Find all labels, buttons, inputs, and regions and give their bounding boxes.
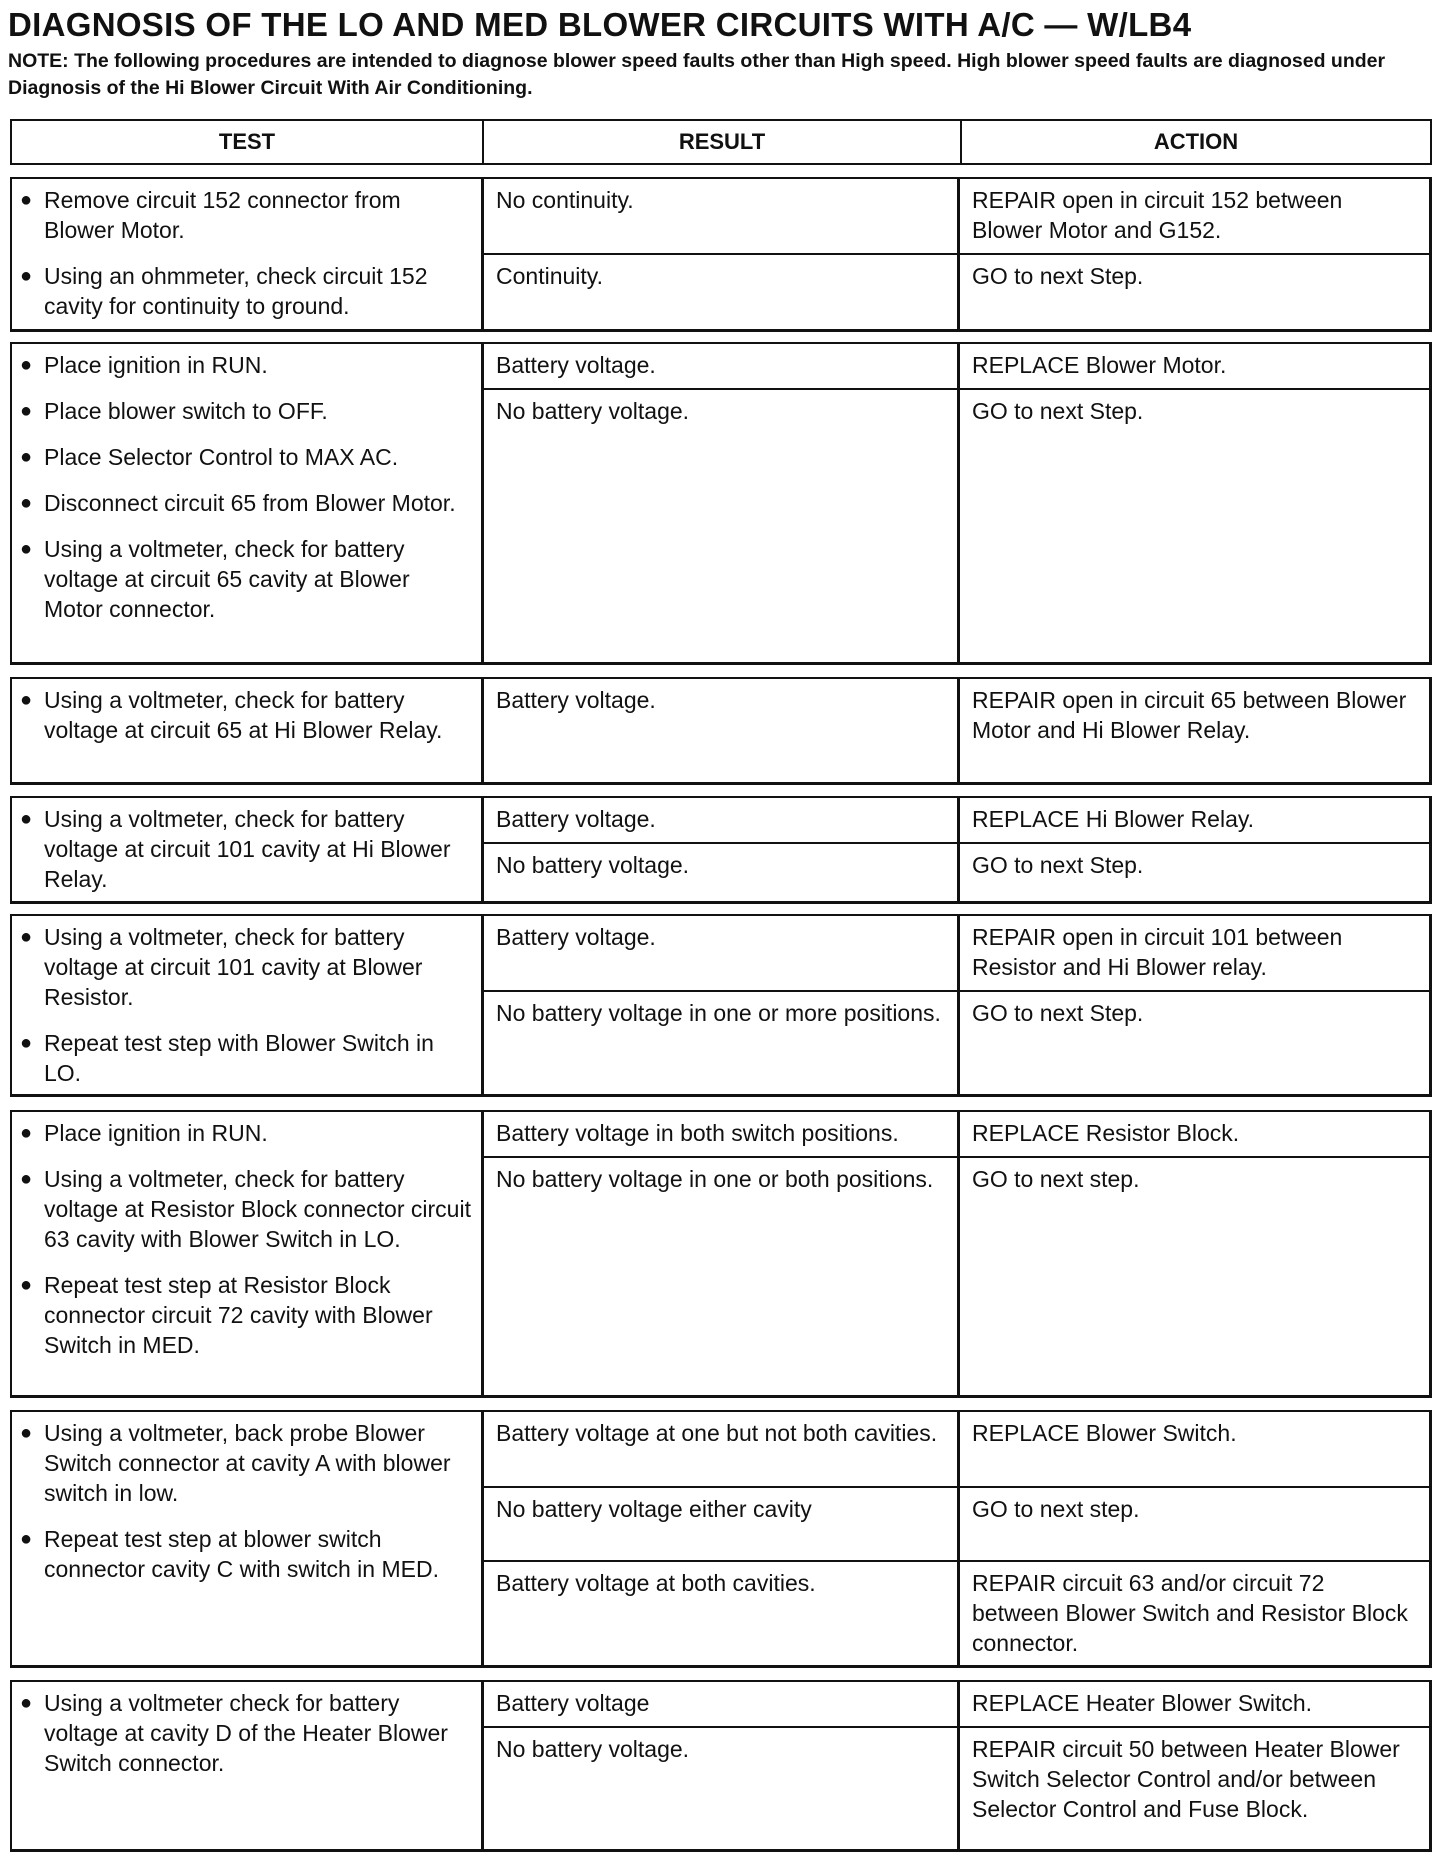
test-text: Using an ohmmeter, check circuit 152 cavity for continuity to ground. [44,263,428,319]
test-text: Using a voltmeter, check for battery voltage at circuit 65 at Hi Blower Relay. [44,687,443,743]
result-cell: No battery voltage in one or both positions. [484,1158,960,1395]
test-bullet [20,1418,473,1508]
diagnosis-step [10,342,1432,665]
test-cell [12,679,484,782]
result-cell: Battery voltage. [484,344,960,388]
result-row [484,1726,1429,1849]
result-row [484,916,1429,990]
result-row [484,990,1429,1094]
test-bullet [20,1164,473,1254]
result-row [484,842,1429,901]
action-cell: GO to next Step. [972,1000,1144,1026]
test-text: Repeat test step at Resistor Block connector circuit 72 cavity with Blower Switch in MED. [44,1272,433,1358]
result-row [484,344,1429,388]
result-cell: No battery voltage. [484,844,960,901]
result-cell: Battery voltage. [484,916,960,990]
test-bullet [20,804,473,894]
bullet-icon: ● [20,492,33,514]
diagnosis-step [10,677,1432,785]
test-text: Disconnect circuit 65 from Blower Motor. [44,490,456,516]
result-row [484,388,1429,662]
test-cell [12,179,484,329]
bullet-icon: ● [20,1528,33,1550]
diagnosis-step [10,1110,1432,1398]
result-cell: Battery voltage in both switch positions. [484,1112,960,1156]
result-cell: Battery voltage at both cavities. [484,1562,960,1665]
diagnosis-step [10,1680,1432,1852]
diagnosis-step [10,914,1432,1097]
test-bullet [20,685,473,745]
result-cell: Battery voltage. [484,679,960,782]
test-bullet [20,488,473,518]
diagnosis-step [10,1410,1432,1668]
test-bullet [20,261,473,321]
test-cell [12,1682,484,1849]
test-text: Using a voltmeter, back probe Blower Switch connector at cavity A with blower switch in low. [44,1420,451,1506]
bullet-icon: ● [20,189,33,211]
test-text: Using a voltmeter, check for battery voltage at circuit 101 cavity at Hi Blower Relay. [44,806,451,892]
bullet-icon: ● [20,1692,33,1714]
action-cell: REPLACE Resistor Block. [972,1120,1240,1146]
test-bullet [20,185,473,245]
result-cell: Battery voltage. [484,798,960,842]
test-text: Using a voltmeter, check for battery voltage at Resistor Block connector circuit 63 cavity with Blower Switch in LO. [44,1166,471,1252]
result-row [484,253,1429,329]
test-text: Repeat test step with Blower Switch in LO. [44,1030,434,1086]
bullet-icon: ● [20,1032,33,1054]
bullet-icon: ● [20,265,33,287]
bullet-icon: ● [20,1274,33,1296]
bullet-icon: ● [20,926,33,948]
page-title: DIAGNOSIS OF THE LO AND MED BLOWER CIRCUITS WITH A/C — W/LB4 [8,6,1192,43]
test-text: Place ignition in RUN. [44,352,268,378]
bullet-icon: ● [20,808,33,830]
result-cell: No battery voltage. [484,1728,960,1849]
result-row [484,1560,1429,1665]
action-cell: GO to next step. [972,1496,1140,1522]
action-cell: GO to next Step. [972,852,1144,878]
test-cell [12,1112,484,1395]
result-row [484,1486,1429,1560]
test-bullet [20,350,473,380]
result-cell: Battery voltage [484,1682,960,1726]
test-cell [12,916,484,1094]
test-cell [12,1412,484,1665]
header-test: TEST [12,121,484,163]
result-cell: No battery voltage either cavity [484,1488,960,1560]
result-row [484,1156,1429,1395]
result-row [484,798,1429,842]
bullet-icon: ● [20,446,33,468]
result-cell: No battery voltage in one or more positions. [484,992,960,1094]
action-cell: REPAIR open in circuit 101 between Resistor and Hi Blower relay. [972,924,1343,980]
test-bullet [20,1524,473,1584]
action-cell: REPAIR circuit 50 between Heater Blower Switch Selector Control and/or between Selector Control and Fuse Block. [972,1736,1400,1822]
result-row [484,1682,1429,1726]
note-text: NOTE: The following procedures are intended to diagnose blower speed faults other than High speed. High blower speed faults are diagnosed under Diagnosis of the Hi Blower Circuit With Air Conditioning. [8,50,1386,99]
bullet-icon: ● [20,400,33,422]
test-text: Remove circuit 152 connector from Blower Motor. [44,187,401,243]
test-bullet [20,1270,473,1360]
action-cell: REPLACE Blower Motor. [972,352,1227,378]
test-text: Using a voltmeter, check for battery voltage at circuit 65 cavity at Blower Motor connector. [44,536,410,622]
test-text: Repeat test step at blower switch connector cavity C with switch in MED. [44,1526,439,1582]
test-text: Using a voltmeter, check for battery voltage at circuit 101 cavity at Blower Resistor. [44,924,423,1010]
test-bullet [20,396,473,426]
test-bullet [20,1688,473,1778]
test-bullet [20,1118,473,1148]
bullet-icon: ● [20,1122,33,1144]
action-cell: GO to next Step. [972,263,1144,289]
diagnosis-step [10,177,1432,332]
bullet-icon: ● [20,689,33,711]
test-cell [12,344,484,662]
action-cell: GO to next Step. [972,398,1144,424]
test-bullet [20,922,473,1012]
header-action: ACTION [1153,129,1239,154]
result-cell: Continuity. [484,255,960,329]
action-cell: REPLACE Hi Blower Relay. [972,806,1255,832]
bullet-icon: ● [20,1168,33,1190]
diagnosis-step [10,796,1432,904]
test-bullet [20,442,473,472]
result-row [484,1412,1429,1486]
action-cell: GO to next step. [972,1166,1140,1192]
action-cell: REPLACE Blower Switch. [972,1420,1237,1446]
test-bullet [20,1028,473,1088]
result-cell: No battery voltage. [484,390,960,662]
bullet-icon: ● [20,1422,33,1444]
test-cell [12,798,484,901]
action-cell: REPAIR open in circuit 65 between Blower Motor and Hi Blower Relay. [972,687,1407,743]
test-text: Using a voltmeter check for battery voltage at cavity D of the Heater Blower Switch connector. [44,1690,448,1776]
bullet-icon: ● [20,538,33,560]
test-text: Place blower switch to OFF. [44,398,328,424]
bullet-icon: ● [20,354,33,376]
action-cell: REPLACE Heater Blower Switch. [972,1690,1313,1716]
action-cell: REPAIR open in circuit 152 between Blower Motor and G152. [972,187,1343,243]
result-row [484,679,1429,782]
table-header [10,119,1432,165]
test-bullet [20,534,473,624]
header-result: RESULT [484,121,962,163]
result-row [484,1112,1429,1156]
test-text: Place Selector Control to MAX AC. [44,444,399,470]
test-text: Place ignition in RUN. [44,1120,268,1146]
result-cell: Battery voltage at one but not both cavities. [484,1412,960,1486]
result-cell: No continuity. [484,179,960,253]
result-row [484,179,1429,253]
action-cell: REPAIR circuit 63 and/or circuit 72 between Blower Switch and Resistor Block connector. [972,1570,1408,1656]
